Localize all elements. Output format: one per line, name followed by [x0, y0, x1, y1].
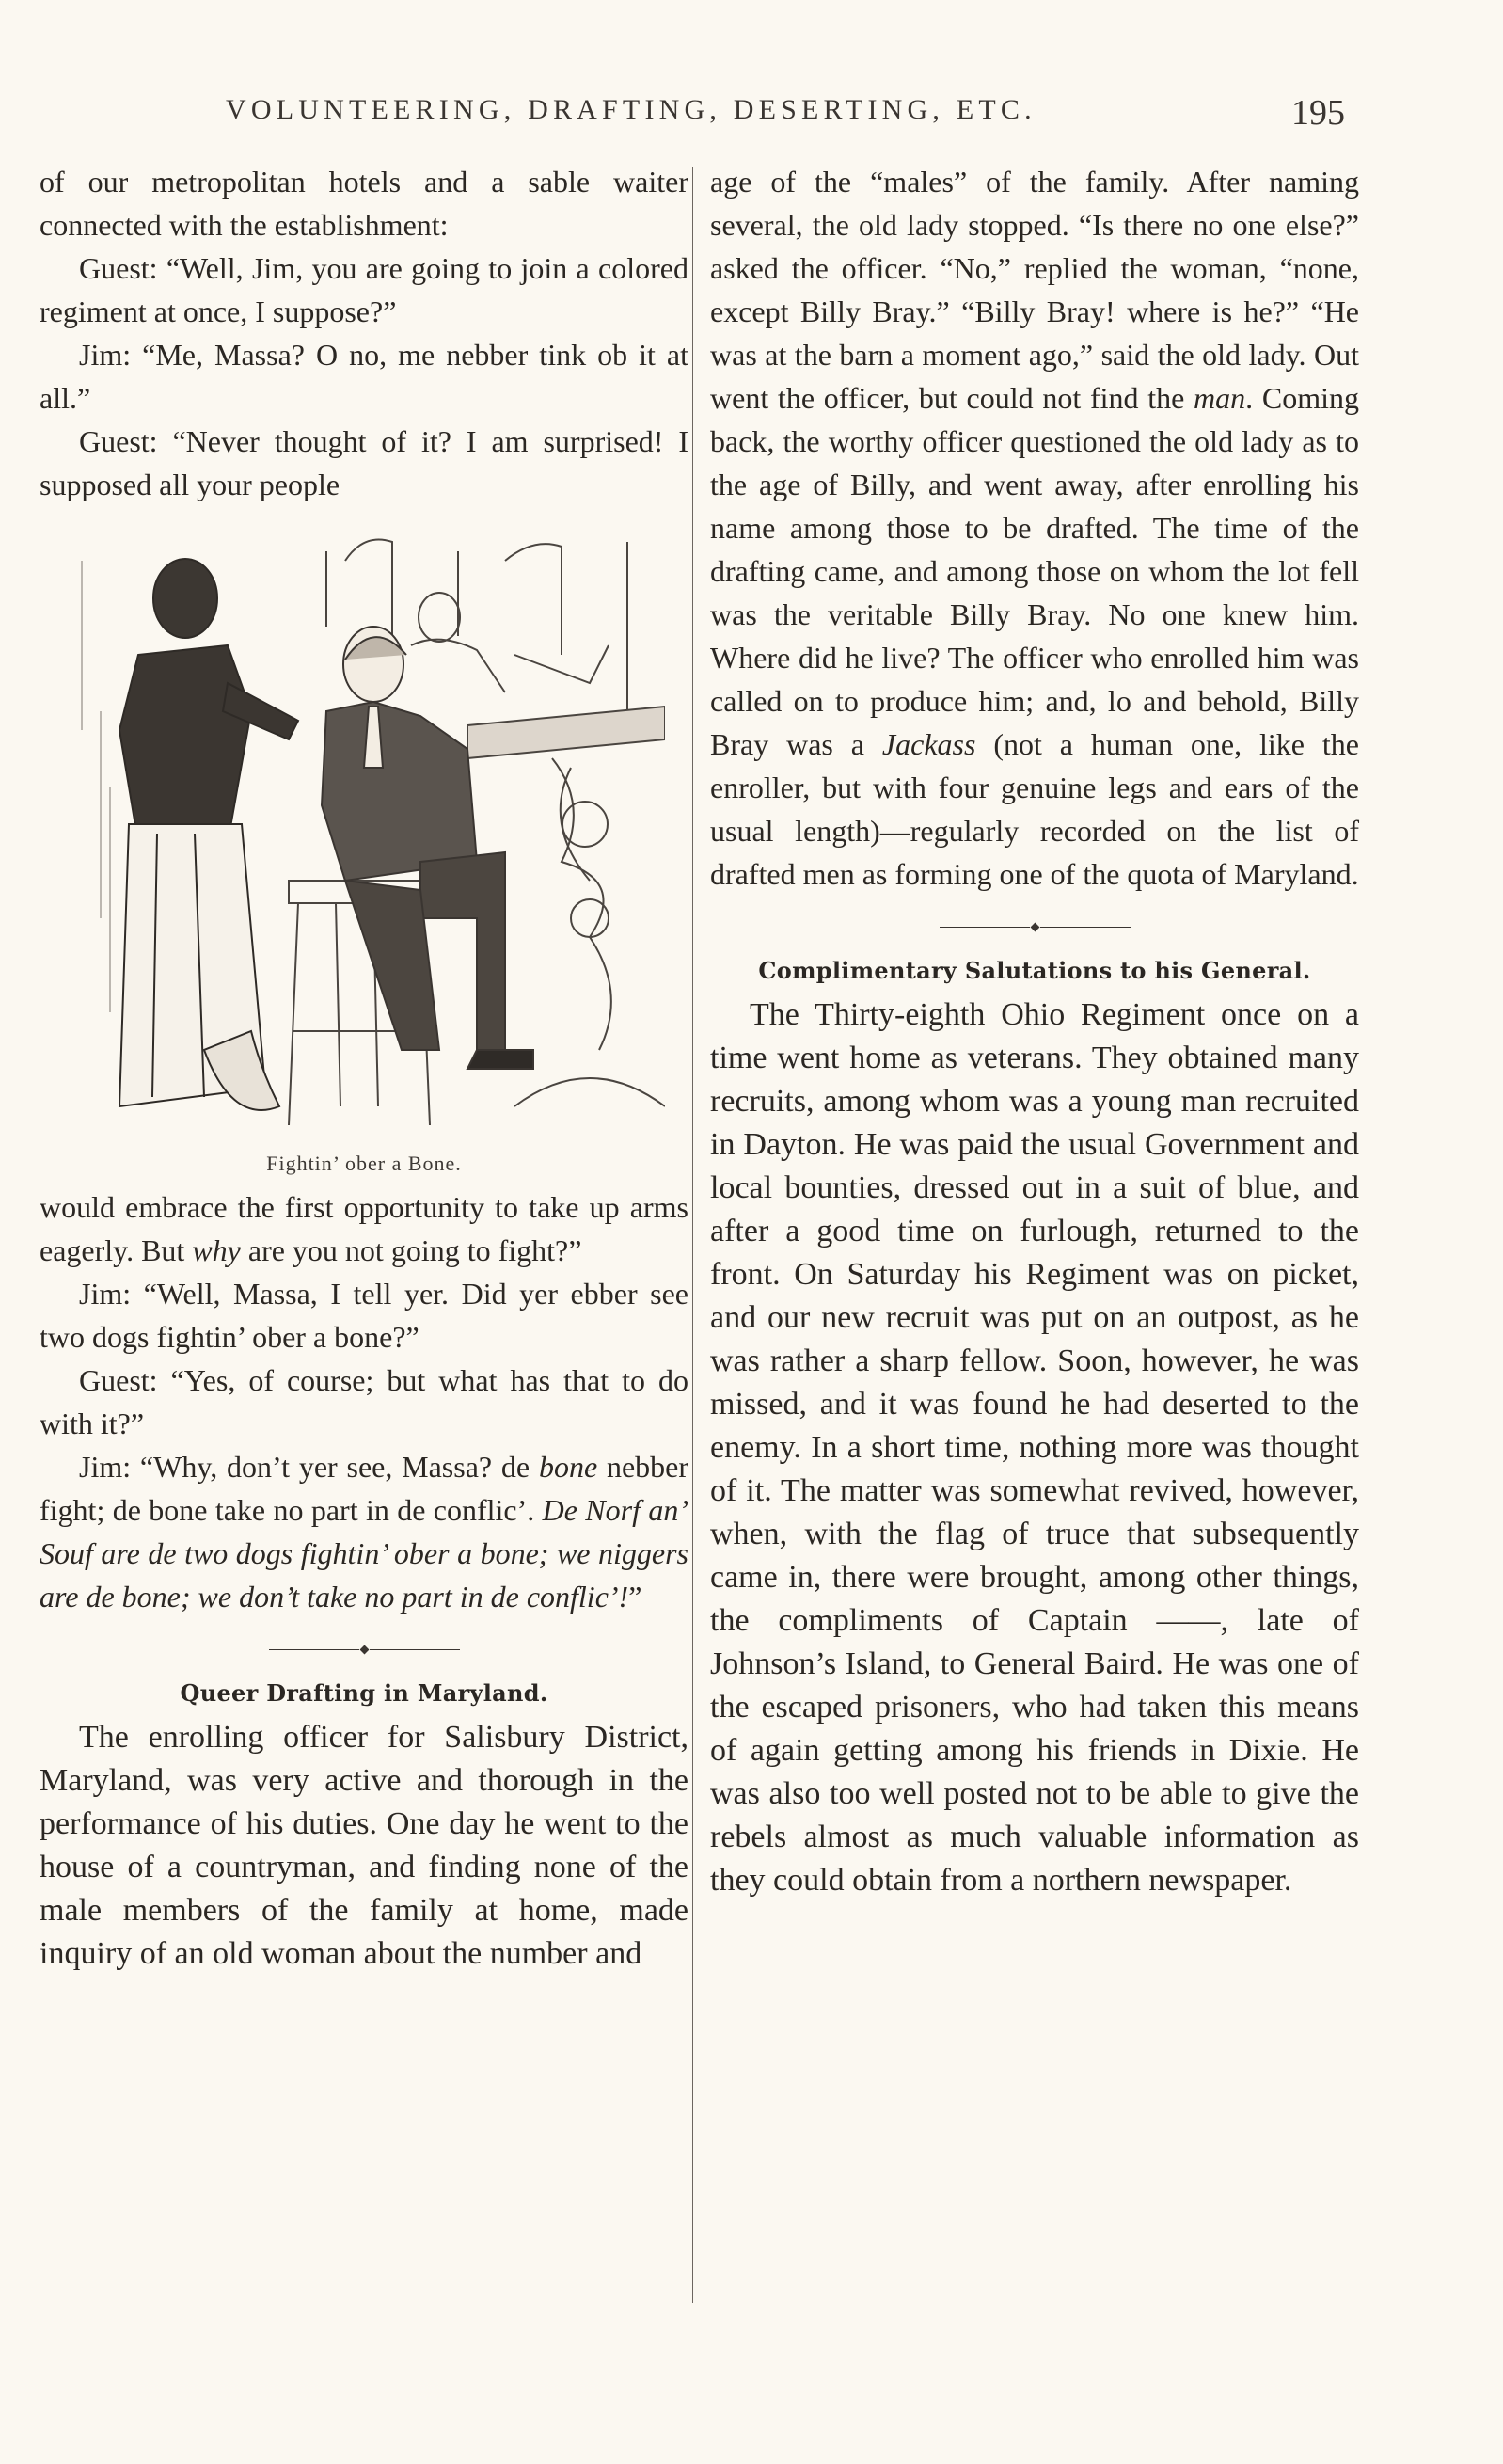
paragraph: The Thirty-eighth Ohio Regiment once on a time went home as veterans. They obtained many recruits, among whom was a young man recruited in Dayton. He was paid the usual Government and local bounties, dressed out in a suit of blue, and after a good time on furlough, returned to the front. On Saturday his Regiment was on picket, and our new recruit was put on an outpost, as he was rather a sharp fellow. Soon, however, he was missed, and it was found he had deserted to the enemy. In a short time, nothing more was thought of it. The matter was somewhat revived, however, when, with the flag of truce that subsequently came in, there were brought, among other things, the compliments of Captain ——, late of Johnson’s Island, to General Baird. He was one of the escaped prisoners, who had taken this means of again getting among his friends in Dixie. He was also too well posted not to be able to give the rebels almost as much valuable information as they could obtain from a northern newspaper. [710, 997, 1359, 1898]
divider-line [269, 1649, 359, 1650]
text-span: would embrace the first opportunity to take up arms eagerly. But [40, 1190, 688, 1267]
italic-text: De Norf an’ Souf are de two dogs fightin’ ober a bone; we niggers are de bone; we don’t take no part in de conflic’! [40, 1493, 689, 1614]
divider-line [940, 927, 1030, 928]
paragraph: of our metropolitan hotels and a sable waiter connected with the establishment: [40, 165, 688, 242]
paragraph: Guest: “Never thought of it? I am surprised! I supposed all your people [40, 424, 688, 501]
text-span: nebber fight; de bone take no part in de conflic’. [40, 1450, 689, 1527]
text-span: Jim: “Why, don’t yer see, Massa? de [79, 1450, 539, 1484]
divider-ornament [359, 1645, 369, 1654]
divider-line [370, 1649, 460, 1650]
italic-text: man [1194, 381, 1246, 415]
running-title: VOLUNTEERING, DRAFTING, DESERTING, ETC. [226, 94, 1036, 125]
running-header [226, 94, 1345, 141]
text-span: age of the “males” of the family. After naming several, the old lady stopped. “Is there no one else?” asked the officer. “No,” replied the woman, “none, except Billy Bray.” “Billy Bray! where is he?” “He was at the barn a moment ago,” said the old lady. Out went the officer, but could not find the [710, 165, 1359, 415]
section-divider [40, 1633, 688, 1665]
italic-text: Jackass [881, 727, 976, 761]
paragraph: Jim: “Well, Massa, I tell yer. Did yer ebber see two dogs fightin’ ober a bone?” [40, 1277, 688, 1354]
column-divider [692, 167, 693, 2303]
paragraph: Jim: “Me, Massa? O no, me nebber tink ob it at all.” [40, 338, 688, 415]
italic-text: why [192, 1233, 241, 1267]
divider-ornament [1030, 922, 1039, 931]
section-heading: Complimentary Salutations to his General. [758, 957, 1311, 984]
text-span: . Coming back, the worthy officer questioned the old lady as to the age of Billy, and went away, after enrolling his name among those to be drafted. The time of the drafting came, and among those on whom the lot fell was the veritable Billy Bray. No one knew him. Where did he live? The officer who enrolled him was called on to produce him; and, lo and behold, Billy Bray was a [710, 381, 1360, 761]
text-span: ” [628, 1580, 642, 1614]
text-span: (not a human one, like the enroller, but with four genuine legs and ears of the usual length)—regularly recorded on the list of drafted men as forming one of the quota of Maryland. [710, 727, 1360, 891]
paragraph: Guest: “Yes, of course; but what has that to do with it?” [40, 1363, 688, 1440]
paragraph [710, 160, 1359, 896]
engraving-figure [40, 523, 688, 1178]
paragraph [40, 1185, 688, 1272]
waiter-and-guest-illustration [63, 523, 665, 1135]
text-span: are you not going to fight?” [240, 1233, 582, 1267]
page-number: 195 [1291, 93, 1345, 133]
paragraph [40, 1445, 688, 1618]
left-column [40, 160, 688, 1976]
figure-caption: Fightin’ ober a Bone. [266, 1152, 462, 1175]
divider-line [1040, 927, 1131, 928]
section-heading: Queer Drafting in Maryland. [180, 1679, 548, 1707]
section-divider [710, 911, 1359, 943]
right-column [710, 160, 1359, 1902]
paragraph: The enrolling officer for Salisbury District, Maryland, was very active and thorough in the performance of his duties. One day he went to the house of a countryman, and finding none of the male members of the family at home, made inquiry of an old woman about the number and [40, 1720, 688, 1971]
paragraph: Guest: “Well, Jim, you are going to join a colored regiment at once, I suppose?” [40, 251, 688, 328]
italic-text: bone [538, 1450, 598, 1484]
